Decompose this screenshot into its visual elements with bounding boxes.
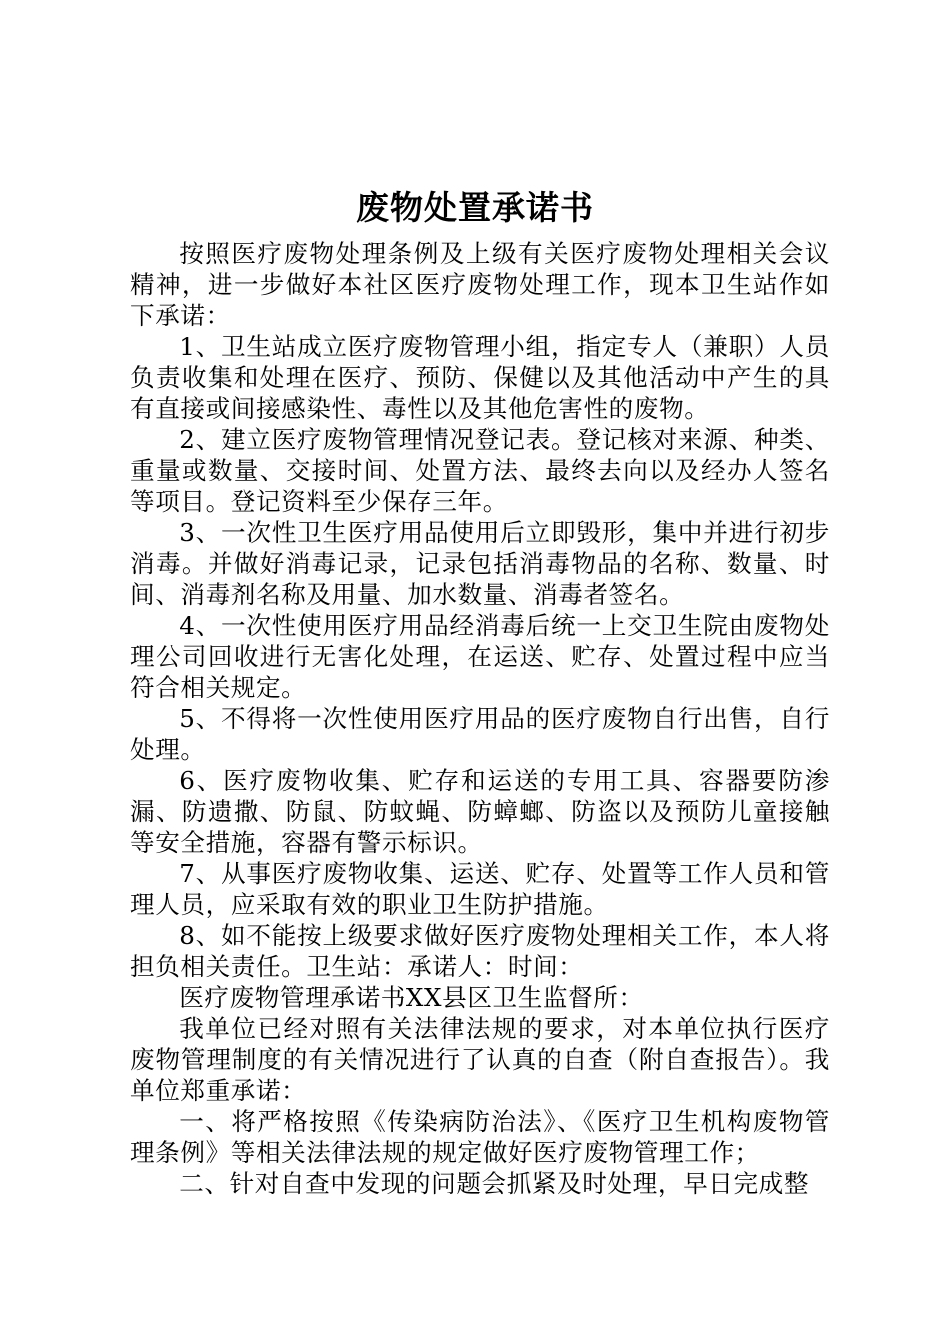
paragraph-heading-second: 医疗废物管理承诺书XX县区卫生监督所： bbox=[179, 983, 644, 1012]
paragraph-item-5: 5、不得将一次性使用医疗用品的医疗废物自行出售，自行处理。 bbox=[130, 704, 830, 764]
paragraph-pledge-1: 一、将严格按照《传染病防治法》、《医疗卫生机构废物管理条例》等相关法律法规的规定做好医疗废物管理工作； bbox=[130, 1107, 830, 1167]
paragraph-pledge-2: 二、针对自查中发现的问题会抓紧及时处理，早日完成整 bbox=[179, 1169, 810, 1198]
paragraph-item-3: 3、一次性卫生医疗用品使用后立即毁形，集中并进行初步消毒。并做好消毒记录，记录包括消毒物品的名称、数量、时间、消毒剂名称及用量、加水数量、消毒者签名。 bbox=[130, 518, 830, 609]
paragraph-item-2: 2、建立医疗废物管理情况登记表。登记核对来源、种类、重量或数量、交接时间、处置方法、最终去向以及经办人签名等项目。登记资料至少保存三年。 bbox=[130, 425, 830, 516]
paragraph-item-1: 1、卫生站成立医疗废物管理小组，指定专人（兼职）人员负责收集和处理在医疗、预防、保健以及其他活动中产生的具有直接或间接感染性、毒性以及其他危害性的废物。 bbox=[130, 332, 830, 423]
document-title: 废物处置承诺书 bbox=[356, 188, 594, 227]
paragraph-item-8: 8、如不能按上级要求做好医疗废物处理相关工作，本人将担负相关责任。卫生站：承诺人：时间： bbox=[130, 921, 830, 981]
paragraph-item-6: 6、医疗废物收集、贮存和运送的专用工具、容器要防渗漏、防遗撒、防鼠、防蚊蝇、防蟑螂、防盗以及预防儿童接触等安全措施，容器有警示标识。 bbox=[130, 766, 830, 857]
paragraph-item-4: 4、一次性使用医疗用品经消毒后统一上交卫生院由废物处理公司回收进行无害化处理，在运送、贮存、处置过程中应当符合相关规定。 bbox=[130, 611, 830, 702]
paragraph-intro: 按照医疗废物处理条例及上级有关医疗废物处理相关会议精神，进一步做好本社区医疗废物处理工作，现本卫生站作如下承诺： bbox=[130, 239, 830, 330]
document-body bbox=[130, 238, 830, 1199]
paragraph-declaration: 我单位已经对照有关法律法规的要求，对本单位执行医疗废物管理制度的有关情况进行了认真的自查（附自查报告）。我单位郑重承诺： bbox=[130, 1014, 830, 1105]
paragraph-item-7: 7、从事医疗废物收集、运送、贮存、处置等工作人员和管理人员，应采取有效的职业卫生防护措施。 bbox=[130, 859, 830, 919]
